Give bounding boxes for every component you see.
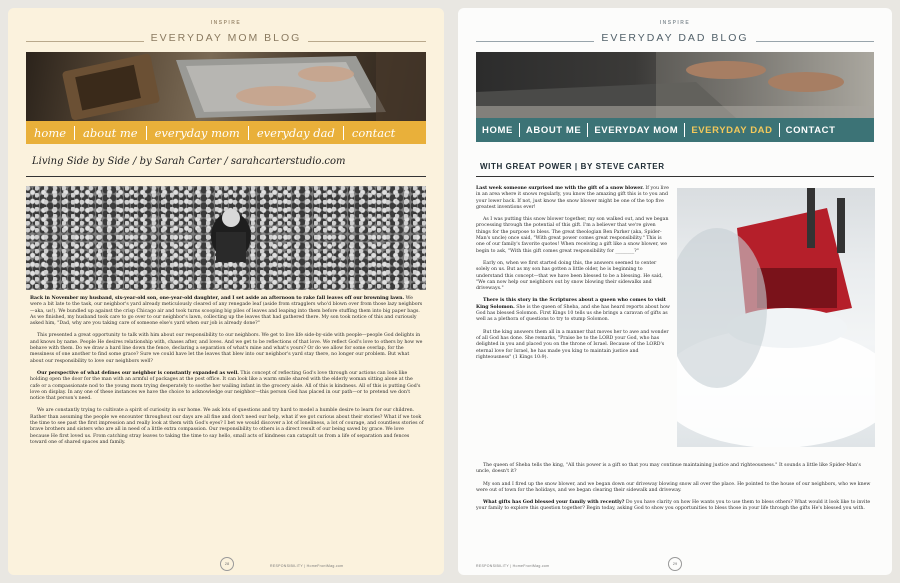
main-nav [26, 121, 426, 144]
article-body-full [476, 463, 874, 519]
blog-title: EVERYDAY MOM BLOG [150, 32, 302, 44]
hero-image-laptop [476, 52, 874, 118]
paragraph [476, 186, 670, 211]
article-byline: WITH GREAT POWER | BY STEVE CARTER [480, 162, 665, 171]
paragraph-text: Early on, when we first started doing this, the answers seemed to center solely on us. But as my son has gotten a little older, he is beginning to understand this concept—that we have been blessed to be a blessing. He said, "We can now help our neighbors out by snow blowing their sidewalks and driveways." [476, 260, 663, 292]
author-website-link[interactable]: sarahcarterstudio.com [230, 156, 346, 167]
hero-image-laptop [26, 52, 426, 121]
paragraph-text: The queen of Sheba tells the king, "All this power is a gift so that you may continue maintaining justice and righteousness." It sounds a little like Spider-Man's uncle, doesn't it? [476, 463, 861, 475]
blog-title: EVERYDAY DAD BLOG [601, 32, 749, 44]
paragraph [30, 408, 424, 446]
paragraph [476, 261, 670, 292]
left-page [8, 8, 444, 575]
paragraph [476, 482, 874, 495]
paragraph-text: This presented a great opportunity to talk with him about our responsibility to our neighbors. We get to live life side-by-side with people—people God delights in and knows by name. People He desires relationship with, chases after, and loves. And we get to be reflections of that love. We reflect God's love to others by how we behave with them. Do we draw a hard line down the fence, declaring a separation of what's mine and what's yours? Or do we allow for some overlap, for the messiness of one another to find some grace? Sure we could have let the leaves that blew into our neighbor's yard stay there, no longer our problem. But what about our responsibility to love our neighbors well? [30, 333, 423, 364]
page-number: 29 [668, 557, 682, 571]
title-rule-right [756, 41, 874, 42]
page-footer: RESPONSIBILITY | HomeFrontMag.com [270, 564, 344, 568]
paragraph-lead: There is this story in the Scriptures about a queen who comes to visit King Solomon. [476, 298, 666, 310]
right-page [458, 8, 892, 575]
paragraph-text: She is the queen of Sheba, and she has heard reports about how God has blessed Solomon. First Kings 10 tells us she brings a caravan of gifts as well as a plethora of questions to try to stump Solomon. [476, 304, 670, 323]
snow-blower-photo-icon [677, 188, 875, 447]
typing-hands-photo-icon [476, 52, 874, 118]
snow-blower-photo [677, 188, 875, 447]
page-footer: RESPONSIBILITY | HomeFrontMag.com [476, 564, 550, 568]
paragraph [30, 296, 424, 327]
byline-rule [476, 176, 874, 177]
nav-home[interactable]: home [34, 125, 67, 140]
paragraph [30, 371, 424, 402]
laptop-photo-icon [26, 52, 426, 121]
paragraph [476, 463, 874, 476]
article-column [476, 186, 670, 367]
article-byline [32, 156, 346, 167]
paragraph-text: But the king answers them all in a manner that moves her to awe and wonder of all God has done. She remarks, "Praise be to the LORD your God, who has delighted in you and placed you on the throne of Israel. Because of the LORD's eternal love for Israel, he has made you king to maintain justice and righteousness" (1 Kings 10:9). [476, 329, 669, 360]
nav-everyday-mom[interactable]: EVERYDAY MOM [594, 124, 679, 136]
paragraph-text: We are constantly trying to cultivate a spirit of curiosity in our home. We ask lots of questions and try hard to model a humble desire to learn for our children. Rather than assuming the people we encounter throughout our days are all fine and don't need our help, what if we got curious about their stories? What if we took the time to see past the first impression and really look at them with God's eyes? I bet we would discover a lot of loneliness, a lot of courage, and countless stories of brave brothers and sisters who are all in need of a little extra compassion. Our responsibility to others is a direct result of our being saved by grace. We love because He first loved us. From catching stray leaves to taking the time to say hello, small acts of kindness can catapult us from a life of separation and fences toward one of shared spaces and family. [30, 408, 424, 445]
article-author: by Sarah Carter [139, 156, 222, 167]
paragraph-text: We were a bit late to the task, our neighbor's yard already meticulously cleared of any renegade leaf (aside from stragglers who'd blown over from those lazy neighbors—aka, us!). We bundled up against the crisp Chicago air and took turns scooping big piles of leaves and leaping into them before stuffing them into big paper bags. As we finished, my husband took care to go over to our neighbor's lawn, collecting up the leaves that had gathered there. My son took notice of this and curiously asked him, "Dad, why are you taking care of someone else's yard when our job is already done?" [30, 296, 423, 327]
nav-contact[interactable]: contact [351, 125, 396, 140]
paragraph [476, 500, 874, 513]
leaves-photo [26, 186, 426, 290]
nav-everyday-dad[interactable]: EVERYDAY DAD [691, 124, 773, 136]
nav-contact[interactable]: CONTACT [785, 124, 836, 136]
child-in-leaves-photo-icon [26, 186, 426, 290]
paragraph [30, 333, 424, 364]
article-title: Living Side by Side [32, 156, 130, 167]
page-number: 28 [220, 557, 234, 571]
main-nav [476, 118, 874, 142]
paragraph-lead: What gifts has God blessed your family with recently? [483, 500, 625, 506]
nav-about-me[interactable]: about me [83, 125, 138, 140]
paragraph-text: This concept of reflecting God's love through our actions can look like holding open the door for the man with an armful of packages at the post office. It can look like a warm smile shared with the elderly woman sitting alone at the cafe or a compassionate nod to the young mom trying desperately to soothe her wailing infant in the grocery aisle. All of this is kindness. All of this is putting God's love on display. In any one of these instances we have the choice to acknowledge our neighbor—this person God has placed in our path—or to pretend we don't notice that person's need. [30, 370, 421, 402]
paragraph-text: My son and I fired up the snow blower, and we began down our driveway blowing snow all over the place. He pointed to the house of our neighbors, who we knew were out of town for the holidays, and we began clearing their sidewalk and driveway. [476, 481, 871, 493]
nav-home[interactable]: HOME [482, 124, 513, 136]
paragraph [476, 217, 670, 255]
nav-everyday-mom[interactable]: everyday mom [154, 125, 240, 140]
paragraph [476, 298, 670, 323]
article-body [30, 296, 424, 452]
section-kicker: INSPIRE [210, 20, 242, 26]
paragraph-text: Do you have clarity on how He wants you to use them to bless others? What would it look like to invite your family to explore this question together? Begin today, asking God to show you opportunities to bless those in your life through the gifts He's blessed you with. [476, 500, 871, 512]
paragraph [476, 330, 670, 361]
paragraph-text: If you live in an area where it snows regularly, you know the amazing gift this is to you and your lower back. If not, just know the snow blower might be one of the top five greatest inventions ever! [476, 186, 669, 210]
paragraph-lead: Last week someone surprised me with the gift of a snow blower. [476, 186, 644, 191]
section-kicker: INSPIRE [659, 20, 691, 26]
title-rule-right [308, 41, 426, 42]
nav-everyday-dad[interactable]: everyday dad [256, 125, 335, 140]
byline-separator: / [133, 156, 140, 167]
byline-rule [26, 176, 426, 177]
paragraph-text: As I was putting this snow blower together, my son walked out, and we began processing through the potential of this gift. I'm a believer that we're given things for the purpose to bless. The great theologian Ben Parker (aka, Spider-Man's uncle) once said, "With great power comes great responsibility." This is one of our family's favorite quotes! When receiving a gift like a snow blower, we begin to ask, "With this gift comes great responsibility for ________?" [476, 217, 669, 254]
paragraph-lead: Our perspective of what defines our neighbor is constantly expanded as well. [37, 370, 239, 376]
nav-about-me[interactable]: ABOUT ME [525, 124, 582, 136]
byline-separator: / [224, 156, 231, 167]
paragraph-lead: Back in November my husband, six-year-old son, one-year-old daughter, and I set aside an afternoon to rake fall leaves off our browning lawn. [30, 296, 405, 301]
